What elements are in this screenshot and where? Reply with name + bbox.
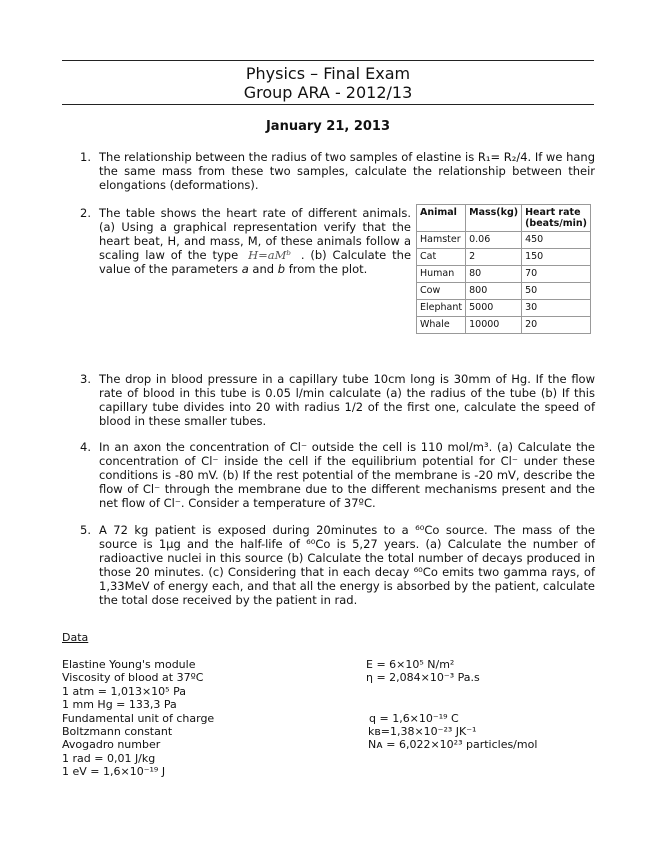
question-number: 2. [80, 206, 91, 220]
heart-rate-table [416, 204, 591, 334]
data-label: 1 atm = 1,013×10⁵ Pa [62, 685, 186, 698]
table-cell-heart-rate: 150 [522, 249, 591, 266]
data-label: Viscosity of blood at 37ºC [62, 671, 204, 684]
exam-date: January 21, 2013 [265, 119, 391, 134]
table-cell-heart-rate: 20 [522, 317, 591, 334]
question-text: A 72 kg patient is exposed during 20minutes to a ⁶⁰Co source. The mass of the source is 1μg and the half-life of ⁶⁰Co is 5,27 years. (a) Calculate the number of radioactive nuclei in this source (b) Calculate the total number of decays produced in those 20 minutes. (c) Considering that in each decay ⁶⁰Co emits two gamma rays, of 1,33MeV of energy each, and that all the energy is absorbed by the patient, calculate the total dose received by the patient in rad. [99, 523, 595, 607]
question-2 [80, 206, 411, 276]
data-value-avogadro: Nᴀ = 6,022×10²³ particles/mol [368, 738, 538, 751]
data-label: Avogadro number [62, 738, 161, 751]
table-cell-mass: 2 [466, 249, 522, 266]
table-cell-animal: Cat [417, 249, 466, 266]
table-cell-mass: 0.06 [466, 232, 522, 249]
table-cell-mass: 80 [466, 266, 522, 283]
table-cell-heart-rate: 30 [522, 300, 591, 317]
data-section-title: Data [62, 631, 89, 644]
question-text-part: The table shows the heart rate of different animals. (a) Using a graphical representation verify that the heart beat, H, and mass, M, of these animals follow a scaling law of the type [99, 206, 411, 262]
table-row [417, 317, 591, 334]
question-text-part: from the plot. [288, 262, 368, 276]
data-label: Boltzmann constant [62, 725, 173, 738]
question-text-part: . (b) Calculate the value of the parameters [99, 248, 412, 276]
question-text [99, 206, 411, 276]
param-a: a [241, 262, 249, 276]
question-1 [80, 150, 595, 192]
table-cell-mass: 10000 [466, 317, 522, 334]
question-3 [80, 372, 595, 428]
data-label: Fundamental unit of charge [62, 712, 215, 725]
table-header-row [417, 205, 591, 232]
exam-title: Physics – Final Exam [245, 64, 411, 83]
table-header-heart-rate: Heart rate (beats/min) [522, 205, 591, 232]
data-label: 1 mm Hg = 133,3 Pa [62, 698, 177, 711]
table-row [417, 232, 591, 249]
bottom-rule [62, 104, 594, 105]
data-label: Elastine Young's module [62, 658, 196, 671]
table-header-mass: Mass(kg) [466, 205, 522, 232]
question-text: The drop in blood pressure in a capillary tube 10cm long is 30mm of Hg. If the flow rate of blood in this tube is 0.05 l/min calculate (a) the radius of the tube (b) If this capillary tube divides into 20 with radius 1/2 of the first one, calculate the speed of blood in these smaller tubes. [99, 372, 595, 428]
data-value-boltzmann: kʙ=1,38×10⁻²³ JK⁻¹ [368, 725, 477, 738]
data-value-viscosity: η = 2,084×10⁻³ Pa.s [366, 671, 480, 684]
scaling-law-formula: H=aMᵇ [248, 248, 291, 262]
table-row [417, 249, 591, 266]
table-row [417, 266, 591, 283]
data-value-charge: q = 1,6×10⁻¹⁹ C [369, 712, 459, 725]
question-text-part: and [252, 262, 275, 276]
table-cell-animal: Cow [417, 283, 466, 300]
question-5 [80, 523, 595, 607]
question-text: The relationship between the radius of two samples of elastine is R₁= R₂/4. If we hang the same mass from these two samples, calculate the relationship between their elongations (deformations). [99, 150, 595, 192]
table-cell-heart-rate: 50 [522, 283, 591, 300]
table-cell-heart-rate: 70 [522, 266, 591, 283]
table-row [417, 283, 591, 300]
table-cell-animal: Whale [417, 317, 466, 334]
table-header-animal: Animal [417, 205, 466, 232]
table-row [417, 300, 591, 317]
table-cell-animal: Hamster [417, 232, 466, 249]
question-number: 5. [80, 523, 91, 537]
question-number: 3. [80, 372, 91, 386]
table-cell-animal: Elephant [417, 300, 466, 317]
question-number: 4. [80, 440, 91, 454]
question-4 [80, 440, 595, 510]
data-value-young: E = 6×10⁵ N/m² [366, 658, 455, 671]
top-rule [62, 60, 594, 61]
table-cell-mass: 5000 [466, 300, 522, 317]
question-number: 1. [80, 150, 91, 164]
data-label: 1 rad = 0,01 J/kg [62, 752, 156, 765]
table-cell-heart-rate: 450 [522, 232, 591, 249]
exam-subtitle: Group ARA - 2012/13 [243, 83, 413, 102]
data-label: 1 eV = 1,6×10⁻¹⁹ J [62, 765, 166, 778]
param-b: b [277, 262, 286, 276]
question-text: In an axon the concentration of Cl⁻ outside the cell is 110 mol/m³. (a) Calculate the concentration of Cl⁻ inside the cell if the equilibrium potential for Cl⁻ under these conditions is -80 mV. (b) If the rest potential of the membrane is -20 mV, describe the flow of Cl⁻ through the membrane due to the different mechanisms present and the net flow of Cl⁻. Consider a temperature of 37ºC. [99, 440, 595, 510]
table-cell-mass: 800 [466, 283, 522, 300]
table-cell-animal: Human [417, 266, 466, 283]
